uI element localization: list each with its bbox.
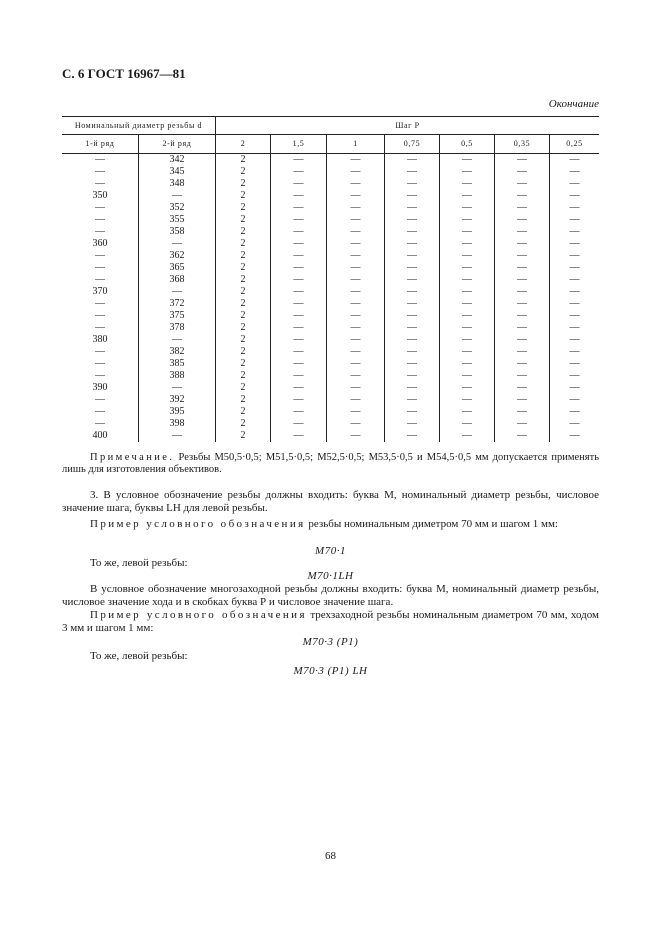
- table-cell: —: [327, 334, 385, 346]
- pitch-col-header: 1: [327, 135, 385, 154]
- table-row: [62, 262, 599, 274]
- table-cell: —: [95, 394, 105, 405]
- table-cell: —: [271, 382, 327, 394]
- table-cell: —: [271, 298, 327, 310]
- formula-m70-1: М70·1: [315, 545, 346, 557]
- table-cell: —: [440, 370, 495, 382]
- table-cell: —: [327, 154, 385, 167]
- table-row: [62, 358, 599, 370]
- pitch-col-header: 0,35: [495, 135, 550, 154]
- table-cell: —: [271, 322, 327, 334]
- table-cell: 370: [92, 286, 108, 297]
- table-cell: —: [385, 190, 440, 202]
- table-cell: —: [495, 178, 550, 190]
- table-cell: 2: [216, 322, 271, 334]
- table-cell: —: [495, 418, 550, 430]
- table-cell: —: [327, 262, 385, 274]
- table-cell: —: [327, 202, 385, 214]
- example2-text: трехзаходной резьбы номинальным диаметром 70 мм, ходом 3 мм и шагом 1 мм:: [62, 609, 599, 634]
- table-cell: —: [327, 214, 385, 226]
- table-cell: —: [95, 166, 105, 177]
- table-cell: 2: [216, 418, 271, 430]
- table-cell: 2: [216, 310, 271, 322]
- table-cell: —: [495, 154, 550, 167]
- table-row: [62, 298, 599, 310]
- table-cell: 2: [216, 274, 271, 286]
- table-cell: —: [385, 394, 440, 406]
- table-cell: —: [385, 358, 440, 370]
- table-cell: 358: [139, 226, 216, 238]
- table-cell: 2: [216, 226, 271, 238]
- page-number: 68: [325, 850, 336, 862]
- table-cell: —: [550, 238, 600, 250]
- table-cell: —: [327, 286, 385, 298]
- thread-table: [62, 116, 599, 442]
- table-cell: —: [271, 346, 327, 358]
- table-cell: 360: [92, 238, 108, 249]
- table-cell: —: [440, 226, 495, 238]
- table-cell: —: [495, 310, 550, 322]
- table-cell: 378: [139, 322, 216, 334]
- table-cell: —: [95, 226, 105, 237]
- table-row: [62, 406, 599, 418]
- table-cell: —: [95, 418, 105, 429]
- table-cell: —: [95, 346, 105, 357]
- table-cell: —: [327, 394, 385, 406]
- table-cell: —: [95, 154, 105, 165]
- formula-m70-3-p1: М70·3 (Р1): [302, 636, 359, 648]
- table-cell: —: [385, 202, 440, 214]
- table-cell: —: [440, 418, 495, 430]
- table-cell: —: [327, 190, 385, 202]
- pitch-header: Шаг P: [216, 117, 600, 135]
- table-cell: —: [327, 418, 385, 430]
- table-cell: —: [550, 202, 600, 214]
- pitch-col-header: 2: [216, 135, 271, 154]
- table-cell: 368: [139, 274, 216, 286]
- example2-label: Пример условного обозначения: [90, 609, 307, 621]
- table-cell: —: [495, 190, 550, 202]
- table-cell: —: [550, 310, 600, 322]
- table-cell: —: [440, 274, 495, 286]
- table-cell: 375: [139, 310, 216, 322]
- table-cell: 400: [92, 430, 108, 441]
- pitch-col-header: 0,25: [550, 135, 600, 154]
- table-row: [62, 382, 599, 394]
- section3-paragraph: 3. В условное обозначение резьбы должны входить: буква М, номинальный диаметр резьбы, числовое значение шага, буквы LH для левой резьбы.: [62, 489, 599, 514]
- table-cell: —: [139, 430, 216, 442]
- table-cell: 350: [92, 190, 108, 201]
- table-cell: 395: [139, 406, 216, 418]
- table-row: [62, 274, 599, 286]
- note-text: Резьбы М50,5·0,5; М51,5·0,5; М52,5·0,5; М53,5·0,5 и М54,5·0,5 мм допускается применять лишь для изготовления объективов.: [62, 452, 600, 475]
- table-row: [62, 190, 599, 202]
- table-cell: —: [550, 334, 600, 346]
- table-cell: —: [271, 334, 327, 346]
- table-row: [62, 322, 599, 334]
- table-cell: —: [95, 358, 105, 369]
- table-cell: —: [271, 406, 327, 418]
- table-cell: —: [139, 238, 216, 250]
- table-cell: —: [550, 418, 600, 430]
- table-cell: —: [271, 178, 327, 190]
- table-cell: —: [327, 226, 385, 238]
- table-row: [62, 214, 599, 226]
- table-cell: —: [440, 202, 495, 214]
- table-cell: —: [95, 274, 105, 285]
- table-cell: 2: [216, 154, 271, 167]
- table-cell: —: [95, 298, 105, 309]
- table-cell: —: [327, 322, 385, 334]
- table-row: [62, 370, 599, 382]
- table-cell: 388: [139, 370, 216, 382]
- table-cell: —: [327, 298, 385, 310]
- note-label: Примечание.: [90, 452, 175, 463]
- table-cell: —: [385, 322, 440, 334]
- table-row: [62, 418, 599, 430]
- formula-m70-1lh: М70·1LH: [307, 570, 354, 582]
- table-cell: 2: [216, 190, 271, 202]
- table-cell: —: [385, 274, 440, 286]
- table-cell: —: [495, 286, 550, 298]
- table-cell: —: [271, 214, 327, 226]
- table-cell: —: [385, 298, 440, 310]
- table-cell: —: [271, 250, 327, 262]
- table-cell: —: [495, 214, 550, 226]
- example2: [62, 609, 599, 635]
- table-cell: —: [95, 214, 105, 225]
- table-cell: 2: [216, 214, 271, 226]
- table-cell: —: [440, 334, 495, 346]
- table-cell: —: [271, 310, 327, 322]
- table-cell: —: [95, 178, 105, 189]
- table-row: [62, 178, 599, 190]
- table-cell: —: [550, 358, 600, 370]
- table-cell: —: [385, 346, 440, 358]
- table-cell: —: [271, 238, 327, 250]
- table-cell: —: [271, 418, 327, 430]
- table-row: [62, 346, 599, 358]
- table-cell: —: [440, 214, 495, 226]
- table-cell: —: [550, 226, 600, 238]
- table-cell: 365: [139, 262, 216, 274]
- table-cell: —: [495, 406, 550, 418]
- table-cell: —: [385, 334, 440, 346]
- table-cell: —: [385, 226, 440, 238]
- table-cell: —: [271, 286, 327, 298]
- table-cell: 2: [216, 394, 271, 406]
- table-cell: —: [385, 370, 440, 382]
- table-cell: —: [271, 226, 327, 238]
- table-cell: 2: [216, 298, 271, 310]
- table-cell: —: [271, 166, 327, 178]
- table-cell: —: [327, 358, 385, 370]
- table-cell: —: [440, 166, 495, 178]
- table-row: [62, 202, 599, 214]
- table-cell: —: [550, 406, 600, 418]
- table-cell: 2: [216, 406, 271, 418]
- table-cell: —: [327, 178, 385, 190]
- pitch-col-header: 0,5: [440, 135, 495, 154]
- left-thread-label-2: То же, левой резьбы:: [90, 650, 188, 662]
- table-cell: —: [385, 166, 440, 178]
- table-cell: —: [271, 154, 327, 167]
- table-cell: —: [327, 274, 385, 286]
- table-cell: 2: [216, 286, 271, 298]
- table-cell: —: [327, 250, 385, 262]
- table-cell: —: [271, 358, 327, 370]
- table-cell: —: [440, 382, 495, 394]
- example1-label: Пример условного обозначения: [90, 518, 306, 530]
- nominal-diameter-header: Номинальный диаметр резьбы d: [62, 117, 216, 135]
- table-cell: —: [95, 310, 105, 321]
- table-cell: —: [385, 262, 440, 274]
- table-row: [62, 226, 599, 238]
- table-cell: —: [440, 286, 495, 298]
- table-cell: —: [440, 298, 495, 310]
- table-cell: 2: [216, 262, 271, 274]
- table-cell: —: [385, 430, 440, 442]
- table-cell: —: [550, 250, 600, 262]
- table-cell: —: [550, 394, 600, 406]
- table-cell: 355: [139, 214, 216, 226]
- table-cell: —: [327, 346, 385, 358]
- table-row: [62, 286, 599, 298]
- multistart-paragraph: В условное обозначение многозаходной резьбы должны входить: буква М, номинальный диаметр резьбы, числовое значение хода и в скобках буква Р и числовое значение шага.: [62, 583, 599, 608]
- table-cell: —: [550, 178, 600, 190]
- table-cell: —: [440, 238, 495, 250]
- table-note: [62, 452, 599, 476]
- table-cell: —: [385, 250, 440, 262]
- table-cell: —: [440, 346, 495, 358]
- table-cell: —: [271, 190, 327, 202]
- table-cell: —: [495, 382, 550, 394]
- table-cell: —: [495, 250, 550, 262]
- table-cell: —: [550, 382, 600, 394]
- table-cell: —: [550, 430, 600, 442]
- example1: [62, 518, 599, 531]
- table-cell: 390: [92, 382, 108, 393]
- table-cell: —: [95, 250, 105, 261]
- table-cell: 362: [139, 250, 216, 262]
- table-cell: —: [495, 298, 550, 310]
- table-cell: —: [495, 322, 550, 334]
- table-cell: 2: [216, 346, 271, 358]
- table-cell: —: [495, 334, 550, 346]
- table-cell: —: [550, 190, 600, 202]
- table-cell: —: [495, 226, 550, 238]
- table-cell: —: [440, 250, 495, 262]
- table-cell: —: [440, 262, 495, 274]
- table-cell: —: [271, 202, 327, 214]
- table-cell: —: [327, 310, 385, 322]
- page-header: С. 6 ГОСТ 16967—81: [62, 66, 186, 81]
- table-row: [62, 154, 599, 167]
- table-cell: —: [550, 274, 600, 286]
- table-cell: 348: [139, 178, 216, 190]
- table-cell: 2: [216, 334, 271, 346]
- row2-header: 2-й ряд: [139, 135, 216, 154]
- table-cell: —: [550, 298, 600, 310]
- table-cell: —: [495, 202, 550, 214]
- table-cell: —: [385, 382, 440, 394]
- table-cell: 382: [139, 346, 216, 358]
- table-cell: —: [95, 262, 105, 273]
- table-cell: —: [495, 238, 550, 250]
- table-cell: —: [271, 370, 327, 382]
- table-cell: 352: [139, 202, 216, 214]
- pitch-col-header: 1,5: [271, 135, 327, 154]
- table-cell: —: [550, 262, 600, 274]
- table-cell: —: [327, 430, 385, 442]
- table-cell: —: [495, 358, 550, 370]
- formula-m70-3-p1-lh: М70·3 (Р1) LH: [293, 665, 368, 677]
- table-cell: —: [550, 346, 600, 358]
- table-cell: —: [271, 274, 327, 286]
- table-cell: —: [139, 286, 216, 298]
- table-cell: —: [550, 322, 600, 334]
- table-cell: —: [95, 370, 105, 381]
- table-cell: —: [271, 430, 327, 442]
- table-cell: —: [440, 358, 495, 370]
- table-cell: 2: [216, 430, 271, 442]
- table-row: [62, 430, 599, 442]
- table-cell: —: [550, 214, 600, 226]
- table-cell: —: [495, 262, 550, 274]
- table-cell: —: [440, 406, 495, 418]
- table-cell: —: [550, 286, 600, 298]
- table-cell: —: [327, 382, 385, 394]
- table-cell: —: [385, 310, 440, 322]
- table-cell: —: [385, 178, 440, 190]
- table-body: [62, 154, 599, 443]
- table-row: [62, 334, 599, 346]
- table-cell: 2: [216, 238, 271, 250]
- table-cell: —: [440, 154, 495, 167]
- table-cell: —: [139, 382, 216, 394]
- table-cell: 392: [139, 394, 216, 406]
- table-cell: —: [139, 334, 216, 346]
- table-cell: 380: [92, 334, 108, 345]
- table-cell: 385: [139, 358, 216, 370]
- table-cell: —: [440, 190, 495, 202]
- table-cell: —: [385, 418, 440, 430]
- table-cell: 2: [216, 178, 271, 190]
- table-cell: —: [271, 394, 327, 406]
- table-cell: —: [440, 322, 495, 334]
- table-cell: —: [440, 394, 495, 406]
- table-cell: —: [495, 430, 550, 442]
- table-row: [62, 394, 599, 406]
- ending-label: Окончание: [548, 98, 599, 110]
- table-cell: —: [385, 154, 440, 167]
- table-cell: —: [327, 370, 385, 382]
- example1-text: резьбы номинальным диметром 70 мм и шагом 1 мм:: [305, 518, 558, 530]
- table-cell: —: [495, 274, 550, 286]
- table-row: [62, 250, 599, 262]
- table-cell: 2: [216, 358, 271, 370]
- table-cell: —: [95, 406, 105, 417]
- table-row: [62, 238, 599, 250]
- table-cell: —: [327, 166, 385, 178]
- pitch-col-header: 0,75: [385, 135, 440, 154]
- table-cell: 2: [216, 382, 271, 394]
- table-cell: —: [550, 166, 600, 178]
- table-cell: —: [385, 238, 440, 250]
- table-cell: —: [550, 154, 600, 167]
- table-cell: —: [495, 166, 550, 178]
- table-cell: 2: [216, 202, 271, 214]
- table-cell: —: [327, 238, 385, 250]
- table-cell: —: [139, 190, 216, 202]
- table-cell: —: [95, 322, 105, 333]
- left-thread-label-1: То же, левой резьбы:: [90, 557, 188, 569]
- table-row: [62, 166, 599, 178]
- row1-header: 1-й ряд: [62, 135, 139, 154]
- table-cell: —: [385, 214, 440, 226]
- table-cell: —: [550, 370, 600, 382]
- table-cell: 398: [139, 418, 216, 430]
- table-cell: —: [385, 286, 440, 298]
- table-cell: —: [495, 370, 550, 382]
- table-cell: 2: [216, 370, 271, 382]
- table-cell: —: [440, 310, 495, 322]
- table-cell: —: [385, 406, 440, 418]
- table-row: [62, 310, 599, 322]
- table-cell: 342: [139, 154, 216, 167]
- table-cell: 2: [216, 166, 271, 178]
- table-cell: —: [495, 394, 550, 406]
- table-cell: 2: [216, 250, 271, 262]
- table-cell: —: [495, 346, 550, 358]
- table-cell: —: [440, 430, 495, 442]
- table-cell: —: [95, 202, 105, 213]
- table-cell: —: [271, 262, 327, 274]
- table-cell: 372: [139, 298, 216, 310]
- table-cell: —: [440, 178, 495, 190]
- table-cell: 345: [139, 166, 216, 178]
- table-cell: —: [327, 406, 385, 418]
